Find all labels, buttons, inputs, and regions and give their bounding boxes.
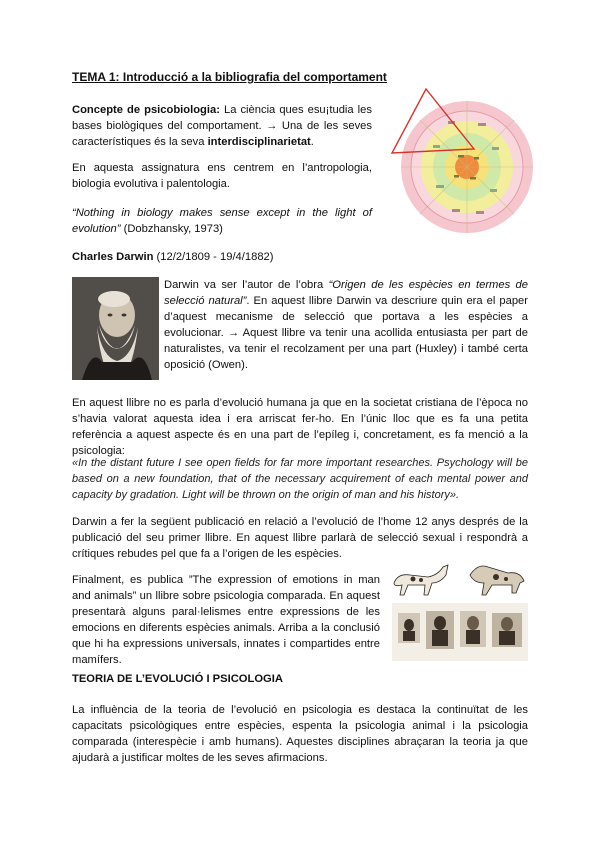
origin-of-species-paragraph [164,277,528,373]
dobzhansky-quote-text: “Nothing in biology makes sense except in the light of evolution” [72,207,372,235]
psychobiology-definition [72,102,372,150]
darwin-portrait [72,277,159,380]
origin-text-a: Darwin va ser l’autor de l’obra [164,279,329,291]
dobzhansky-citation: (Dobzhansky, 1973) [120,223,223,235]
origin-text-b: . En aquest llibre Darwin va descriure quin era el paper d’aquest mecanisme de selecció que portava a les espècies a evolucionar. → Aquest llibre va tenir una acollida entusiasta per part de naturalistes, va tenir el recolzament per una part (Huxley) i també certa oposició (Owen). [164,295,528,371]
darwin-name: Charles Darwin [72,251,154,263]
darwin-dates: (12/2/1809 - 19/4/1882) [153,251,274,263]
darwin-heading [72,249,372,265]
definition-keyword: interdisciplinarietat [207,136,311,148]
definition-text: La ciència ques esu¡tudia les bases biològiques del comportament. → Una de les seves característiques és la seva [72,104,372,148]
dobzhansky-quote [72,205,372,237]
darwin-epilogue-quote: «In the distant future I see open fields for far more important researches. Psychology will be based on a new foundation, that of the necessary acquirement of each mental power and capacity by gradation. Light will be thrown on the origin of man and his history». [72,457,528,501]
expression-of-emotions-paragraph: Finalment, es publica ”The expression of emotions in man and animals” un llibre sobre psicologia comparada. En aquest presentarà alguns paral·lelismes entre expressions de les emocions en diferents espècies animals. Arriba a la conclusió que hi ha expressions universals, innates i compartides entre mamífers. [72,574,380,666]
origin-book-title: “Origen de les espècies en termes de selecció natural” [164,279,528,307]
human-evolution-paragraph: En aquest llibre no es parla d’evolució humana ja que en la societat cristiana de l’època no s’havia valorat aquesta idea i era arriscat fer-ho. En l’únic lloc que es fa una petita referència a aquest aspecte és en una part de l’epíleg i, concretament, es fa menció a la psicologia: [72,397,528,457]
definition-term: Concepte de psicobiologia: [72,104,220,116]
animal-and-human-expressions-plates [388,553,532,665]
subject-focus-paragraph: En aquesta assignatura ens centrem en l’antropologia, biologia evolutiva i palentologia. [72,162,372,190]
descent-of-man-paragraph: Darwin a fer la següent publicació en relació a l’evolució de l’home 12 anys després de la publicació del seu primer llibre. En aquest llibre parlarà de selecció sexual i respondrà a crítiques rebudes pel que fa a l’origen de les espècies. [72,516,528,560]
interdisciplinary-rings-diagram [388,85,540,235]
definition-end: . [310,136,314,148]
section-title: TEORIA DE L’EVOLUCIÓ I PSICOLOGIA [72,673,283,685]
evolution-psychology-paragraph: La influència de la teoria de l’evolució en psicologia es destaca la continuïtat de les capacitats psicològiques entre espècies, espenta la psicologia animal i la psicologia comparada (interespècie i amb humans). Aquestes disciplines abraçaran la teoria ja que ajudarà a justificar moltes de les seves afirmacions. [72,704,528,764]
page-title: TEMA 1: Introducció a la bibliografia del comportament [72,70,387,84]
